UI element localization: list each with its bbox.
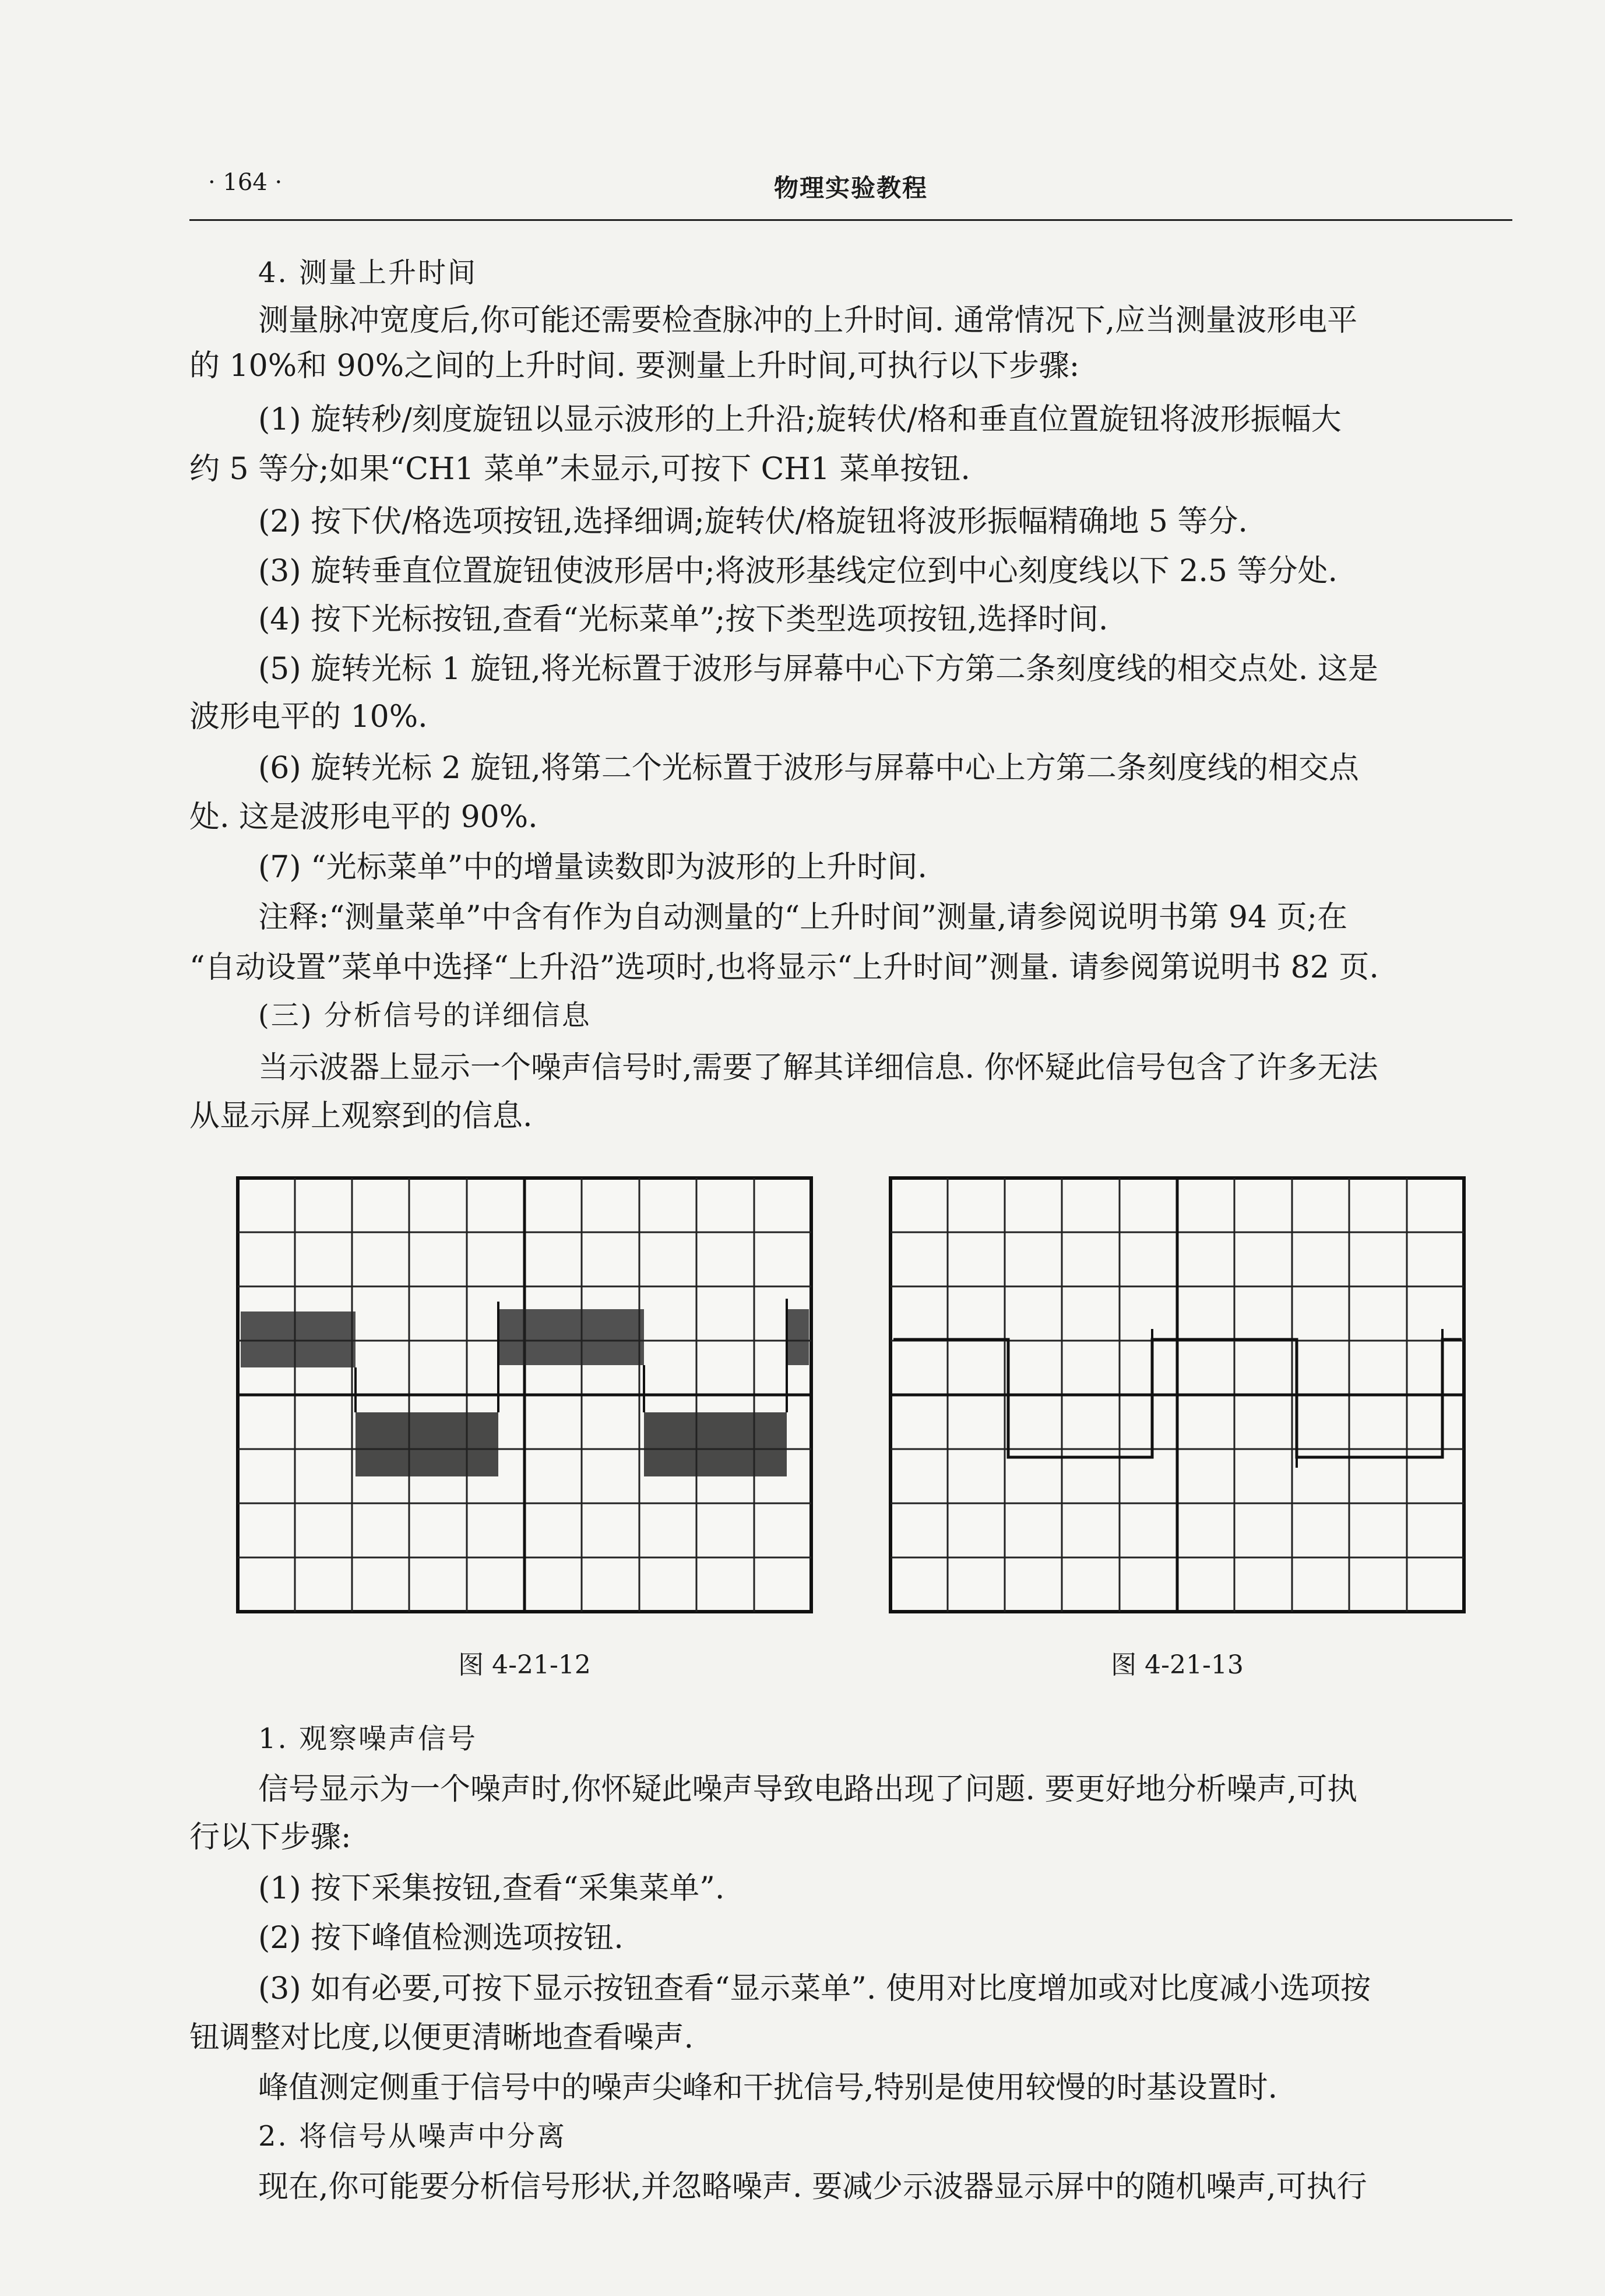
step-line: 约 5 等分;如果“CH1 菜单”未显示,可按下 CH1 菜单按钮. — [189, 452, 970, 487]
page-number: · 164 · — [208, 169, 283, 196]
book-title: 物理实验教程 — [773, 174, 928, 202]
step-line: (2) 按下伏/格选项按钮,选择细调;旋转伏/格旋钮将波形振幅精确地 5 等分. — [258, 504, 1248, 539]
section-heading-separate: 2. 将信号从噪声中分离 — [258, 2120, 567, 2153]
step-line: (4) 按下光标按钮,查看“光标菜单”;按下类型选项按钮,选择时间. — [258, 602, 1108, 637]
step-line: (1) 按下采集按钮,查看“采集菜单”. — [258, 1871, 725, 1906]
step-line: (1) 旋转秒/刻度旋钮以显示波形的上升沿;旋转伏/格和垂直位置旋钮将波形振幅大 — [258, 402, 1342, 437]
step-line: (2) 按下峰值检测选项按钮. — [258, 1921, 624, 1956]
header-rule — [189, 219, 1512, 221]
section-heading-analysis: (三) 分析信号的详细信息 — [258, 999, 592, 1032]
paragraph-line: 当示波器上显示一个噪声信号时,需要了解其详细信息. 你怀疑此信号包含了许多无法 — [258, 1050, 1378, 1085]
paragraph-line: 信号显示为一个噪声时,你怀疑此噪声导致电路出现了问题. 要更好地分析噪声,可执 — [258, 1772, 1358, 1807]
step-line: (7) “光标菜单”中的增量读数即为波形的上升时间. — [258, 850, 927, 885]
paragraph-line: 的 10%和 90%之间的上升时间. 要测量上升时间,可执行以下步骤: — [189, 349, 1080, 384]
scope-screen — [889, 1176, 1466, 1613]
figure-caption: 图 4-21-13 — [1111, 1650, 1244, 1680]
step-line: 钮调整对比度,以便更清晰地查看噪声. — [189, 2020, 694, 2055]
figure-caption: 图 4-21-12 — [458, 1650, 591, 1680]
paragraph-line: 行以下步骤: — [189, 1820, 351, 1855]
step-line: 处. 这是波形电平的 90%. — [189, 800, 538, 835]
step-line: (6) 旋转光标 2 旋钮,将第二个光标置于波形与屏幕中心上方第二条刻度线的相交点 — [258, 751, 1359, 786]
note-line: “自动设置”菜单中选择“上升沿”选项时,也将显示“上升时间”测量. 请参阅第说明书 82 页. — [189, 950, 1379, 985]
note-line: 注释:“测量菜单”中含有作为自动测量的“上升时间”测量,请参阅说明书第 94 页;在 — [258, 900, 1348, 935]
section-heading-noise: 1. 观察噪声信号 — [258, 1722, 478, 1755]
step-line: 波形电平的 10%. — [189, 699, 428, 734]
scope-screen — [236, 1176, 813, 1613]
paragraph-line: 测量脉冲宽度后,你可能还需要检查脉冲的上升时间. 通常情况下,应当测量波形电平 — [258, 303, 1358, 338]
step-line: (3) 如有必要,可按下显示按钮查看“显示菜单”. 使用对比度增加或对比度减小选项按 — [258, 1971, 1371, 2006]
oscilloscope-figure-clean — [889, 1176, 1466, 1613]
section-heading-rise-time: 4. 测量上升时间 — [258, 256, 478, 289]
paragraph-line: 现在,你可能要分析信号形状,并忽略噪声. 要减少示波器显示屏中的随机噪声,可执行 — [258, 2170, 1367, 2204]
oscilloscope-figure-noisy — [236, 1176, 813, 1613]
step-line: (3) 旋转垂直位置旋钮使波形居中;将波形基线定位到中心刻度线以下 2.5 等分处. — [258, 554, 1338, 589]
page-header — [189, 163, 1512, 221]
step-line: (5) 旋转光标 1 旋钮,将光标置于波形与屏幕中心下方第二条刻度线的相交点处. 这是 — [258, 652, 1378, 687]
paragraph-line: 峰值测定侧重于信号中的噪声尖峰和干扰信号,特别是使用较慢的时基设置时. — [258, 2070, 1278, 2105]
paragraph-line: 从显示屏上观察到的信息. — [189, 1099, 533, 1134]
